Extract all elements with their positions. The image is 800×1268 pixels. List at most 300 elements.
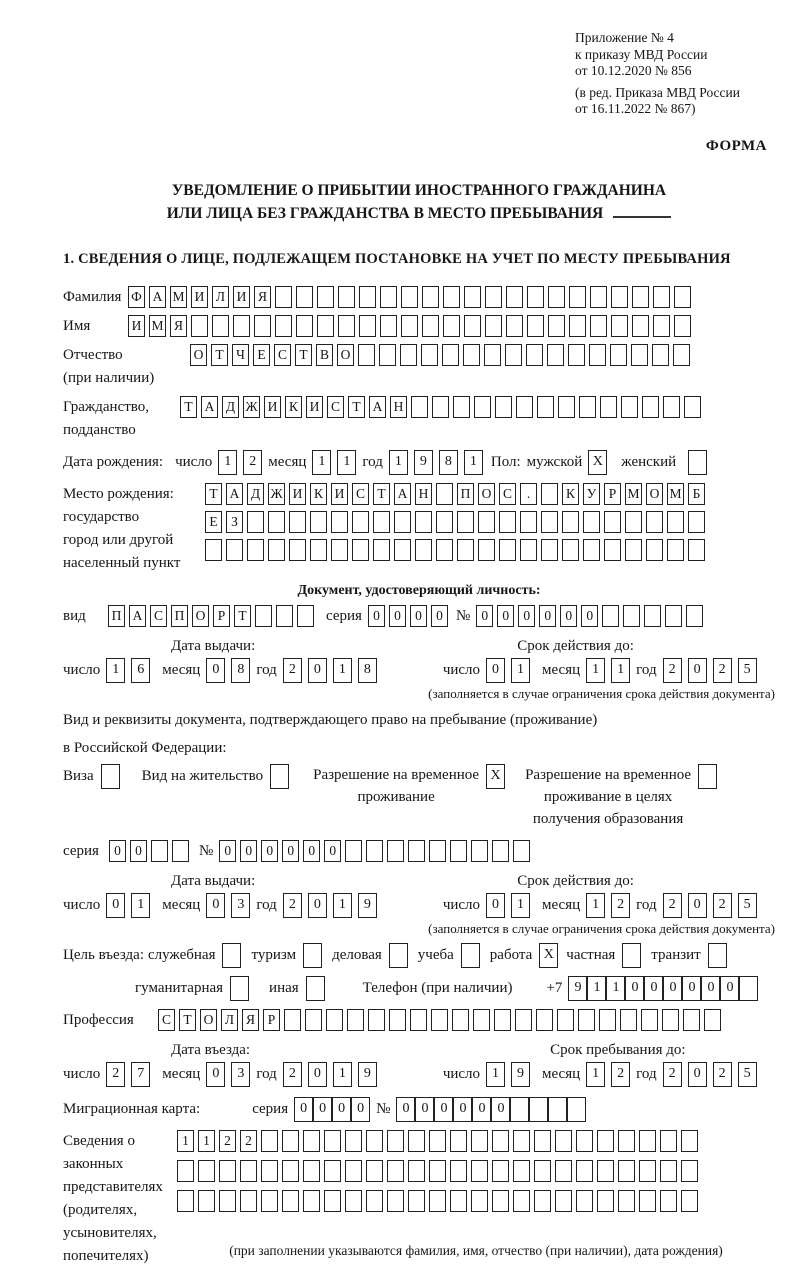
char-cell[interactable] — [453, 396, 470, 418]
char-cell[interactable] — [296, 286, 313, 308]
entry-day-input[interactable] — [106, 1062, 156, 1087]
char-cell[interactable]: 0 — [644, 976, 663, 1001]
char-cell[interactable] — [590, 286, 607, 308]
visa-checkbox[interactable] — [101, 764, 120, 789]
char-cell[interactable] — [422, 286, 439, 308]
char-cell[interactable]: 0 — [396, 1097, 415, 1122]
char-cell[interactable] — [205, 539, 222, 561]
char-cell[interactable] — [394, 511, 411, 533]
char-cell[interactable]: 9 — [358, 893, 377, 918]
char-cell[interactable]: . — [520, 483, 537, 505]
char-cell[interactable] — [515, 1009, 532, 1031]
char-cell[interactable] — [379, 344, 396, 366]
char-cell[interactable] — [684, 396, 701, 418]
purpose-tourism-checkbox[interactable] — [303, 943, 322, 968]
char-cell[interactable] — [222, 943, 241, 968]
char-cell[interactable] — [247, 539, 264, 561]
issue-day-input[interactable] — [106, 658, 156, 683]
char-cell[interactable]: О — [478, 483, 495, 505]
char-cell[interactable]: Л — [212, 286, 229, 308]
expiry-month-input[interactable] — [586, 658, 636, 683]
char-cell[interactable] — [681, 1190, 698, 1212]
char-cell[interactable] — [621, 396, 638, 418]
char-cell[interactable] — [506, 286, 523, 308]
char-cell[interactable] — [576, 1190, 593, 1212]
char-cell[interactable]: 9 — [358, 1062, 377, 1087]
char-cell[interactable] — [303, 1190, 320, 1212]
char-cell[interactable] — [623, 605, 640, 627]
char-cell[interactable]: О — [192, 605, 209, 627]
char-cell[interactable]: 9 — [568, 976, 587, 1001]
char-cell[interactable] — [562, 539, 579, 561]
char-cell[interactable] — [411, 396, 428, 418]
char-cell[interactable]: И — [233, 286, 250, 308]
char-cell[interactable] — [583, 539, 600, 561]
char-cell[interactable] — [410, 1009, 427, 1031]
char-cell[interactable]: 1 — [511, 893, 530, 918]
char-cell[interactable]: 2 — [663, 658, 682, 683]
char-cell[interactable]: А — [369, 396, 386, 418]
char-cell[interactable] — [484, 344, 501, 366]
char-cell[interactable]: К — [310, 483, 327, 505]
char-cell[interactable]: 1 — [511, 658, 530, 683]
char-cell[interactable] — [270, 764, 289, 789]
char-cell[interactable]: У — [583, 483, 600, 505]
char-cell[interactable] — [401, 286, 418, 308]
char-cell[interactable]: 2 — [713, 893, 732, 918]
char-cell[interactable]: 5 — [738, 893, 757, 918]
char-cell[interactable] — [324, 1190, 341, 1212]
char-cell[interactable] — [618, 1190, 635, 1212]
char-cell[interactable] — [597, 1190, 614, 1212]
char-cell[interactable]: 7 — [131, 1062, 150, 1087]
char-cell[interactable] — [471, 840, 488, 862]
char-cell[interactable] — [303, 943, 322, 968]
phone-input[interactable] — [568, 976, 758, 1001]
char-cell[interactable]: 8 — [231, 658, 250, 683]
char-cell[interactable]: 0 — [497, 605, 514, 627]
char-cell[interactable] — [464, 315, 481, 337]
char-cell[interactable]: 0 — [688, 1062, 707, 1087]
char-cell[interactable] — [387, 840, 404, 862]
char-cell[interactable] — [303, 1130, 320, 1152]
char-cell[interactable] — [422, 315, 439, 337]
char-cell[interactable] — [317, 286, 334, 308]
char-cell[interactable] — [450, 840, 467, 862]
char-cell[interactable] — [177, 1190, 194, 1212]
char-cell[interactable]: 0 — [389, 605, 406, 627]
char-cell[interactable] — [644, 605, 661, 627]
char-cell[interactable]: 0 — [282, 840, 299, 862]
char-cell[interactable] — [534, 1190, 551, 1212]
char-cell[interactable] — [667, 539, 684, 561]
char-cell[interactable] — [622, 943, 641, 968]
char-cell[interactable] — [338, 315, 355, 337]
char-cell[interactable] — [674, 315, 691, 337]
purpose-work-checkbox[interactable] — [539, 943, 558, 968]
char-cell[interactable]: Н — [390, 396, 407, 418]
char-cell[interactable]: 1 — [464, 450, 483, 475]
char-cell[interactable]: 3 — [231, 1062, 250, 1087]
char-cell[interactable] — [704, 1009, 721, 1031]
char-cell[interactable] — [305, 1009, 322, 1031]
residence-number-input[interactable] — [219, 840, 534, 862]
char-cell[interactable]: С — [352, 483, 369, 505]
char-cell[interactable] — [198, 1190, 215, 1212]
char-cell[interactable] — [641, 1009, 658, 1031]
patronymic-input[interactable] — [190, 344, 694, 366]
char-cell[interactable]: 1 — [131, 893, 150, 918]
char-cell[interactable] — [576, 1130, 593, 1152]
residence-issue-day-input[interactable] — [106, 893, 156, 918]
char-cell[interactable] — [499, 511, 516, 533]
char-cell[interactable] — [401, 315, 418, 337]
char-cell[interactable] — [555, 1190, 572, 1212]
char-cell[interactable]: 0 — [701, 976, 720, 1001]
char-cell[interactable] — [578, 1009, 595, 1031]
char-cell[interactable]: 6 — [131, 658, 150, 683]
char-cell[interactable] — [240, 1190, 257, 1212]
char-cell[interactable]: 2 — [283, 658, 302, 683]
char-cell[interactable] — [408, 1130, 425, 1152]
residence-expiry-day-input[interactable] — [486, 893, 536, 918]
char-cell[interactable]: 1 — [606, 976, 625, 1001]
char-cell[interactable] — [548, 286, 565, 308]
char-cell[interactable]: А — [129, 605, 146, 627]
char-cell[interactable] — [389, 943, 408, 968]
char-cell[interactable] — [698, 764, 717, 789]
char-cell[interactable]: И — [289, 483, 306, 505]
char-cell[interactable] — [516, 396, 533, 418]
char-cell[interactable]: А — [201, 396, 218, 418]
char-cell[interactable] — [421, 344, 438, 366]
char-cell[interactable]: 5 — [738, 1062, 757, 1087]
char-cell[interactable]: 0 — [682, 976, 701, 1001]
char-cell[interactable]: 1 — [333, 893, 352, 918]
char-cell[interactable]: С — [274, 344, 291, 366]
char-cell[interactable] — [567, 1097, 586, 1122]
char-cell[interactable] — [494, 1009, 511, 1031]
char-cell[interactable] — [513, 840, 530, 862]
char-cell[interactable] — [513, 1130, 530, 1152]
char-cell[interactable]: 0 — [308, 658, 327, 683]
char-cell[interactable] — [688, 539, 705, 561]
char-cell[interactable] — [387, 1190, 404, 1212]
char-cell[interactable] — [247, 511, 264, 533]
char-cell[interactable] — [282, 1190, 299, 1212]
char-cell[interactable]: С — [158, 1009, 175, 1031]
char-cell[interactable]: Т — [373, 483, 390, 505]
birth-place-line1[interactable] — [205, 483, 709, 505]
gender-male-checkbox[interactable] — [588, 450, 607, 475]
char-cell[interactable] — [432, 396, 449, 418]
char-cell[interactable]: 0 — [453, 1097, 472, 1122]
char-cell[interactable] — [597, 1130, 614, 1152]
purpose-other-checkbox[interactable] — [306, 976, 325, 1001]
char-cell[interactable] — [275, 315, 292, 337]
char-cell[interactable] — [688, 450, 707, 475]
char-cell[interactable]: X — [486, 764, 505, 789]
expiry-year-input[interactable] — [663, 658, 763, 683]
char-cell[interactable] — [366, 1130, 383, 1152]
char-cell[interactable]: 0 — [368, 605, 385, 627]
char-cell[interactable] — [436, 539, 453, 561]
entry-month-input[interactable] — [206, 1062, 256, 1087]
char-cell[interactable]: 9 — [414, 450, 433, 475]
char-cell[interactable] — [212, 315, 229, 337]
char-cell[interactable]: 2 — [611, 893, 630, 918]
char-cell[interactable] — [683, 1009, 700, 1031]
char-cell[interactable]: 1 — [177, 1130, 194, 1152]
char-cell[interactable] — [450, 1130, 467, 1152]
char-cell[interactable] — [611, 315, 628, 337]
char-cell[interactable]: Я — [170, 315, 187, 337]
char-cell[interactable] — [562, 511, 579, 533]
char-cell[interactable] — [275, 286, 292, 308]
char-cell[interactable] — [495, 396, 512, 418]
char-cell[interactable] — [534, 1130, 551, 1152]
char-cell[interactable]: С — [327, 396, 344, 418]
char-cell[interactable] — [639, 1130, 656, 1152]
char-cell[interactable]: М — [625, 483, 642, 505]
issue-year-input[interactable] — [283, 658, 383, 683]
char-cell[interactable]: 0 — [106, 893, 125, 918]
char-cell[interactable] — [191, 315, 208, 337]
stay-year-input[interactable] — [663, 1062, 763, 1087]
char-cell[interactable] — [408, 840, 425, 862]
char-cell[interactable] — [492, 1130, 509, 1152]
char-cell[interactable] — [652, 344, 669, 366]
char-cell[interactable] — [583, 511, 600, 533]
purpose-private-checkbox[interactable] — [622, 943, 641, 968]
char-cell[interactable]: 5 — [738, 658, 757, 683]
char-cell[interactable] — [653, 286, 670, 308]
char-cell[interactable]: 0 — [130, 840, 147, 862]
char-cell[interactable]: Н — [415, 483, 432, 505]
char-cell[interactable]: 0 — [688, 658, 707, 683]
char-cell[interactable] — [674, 286, 691, 308]
purpose-study-checkbox[interactable] — [461, 943, 480, 968]
char-cell[interactable] — [261, 1130, 278, 1152]
char-cell[interactable]: 2 — [663, 1062, 682, 1087]
char-cell[interactable]: 0 — [415, 1097, 434, 1122]
char-cell[interactable] — [457, 539, 474, 561]
char-cell[interactable] — [473, 1009, 490, 1031]
char-cell[interactable]: 1 — [106, 658, 125, 683]
migration-number-input[interactable] — [396, 1097, 586, 1122]
char-cell[interactable]: 0 — [206, 658, 225, 683]
char-cell[interactable]: 1 — [198, 1130, 215, 1152]
char-cell[interactable] — [665, 605, 682, 627]
char-cell[interactable]: 0 — [308, 1062, 327, 1087]
char-cell[interactable] — [478, 511, 495, 533]
char-cell[interactable] — [255, 605, 272, 627]
char-cell[interactable]: Т — [205, 483, 222, 505]
char-cell[interactable] — [347, 1009, 364, 1031]
char-cell[interactable] — [590, 315, 607, 337]
char-cell[interactable]: 0 — [560, 605, 577, 627]
profession-input[interactable] — [158, 1009, 725, 1031]
char-cell[interactable]: 0 — [476, 605, 493, 627]
expiry-day-input[interactable] — [486, 658, 536, 683]
char-cell[interactable]: К — [285, 396, 302, 418]
char-cell[interactable]: О — [646, 483, 663, 505]
char-cell[interactable] — [478, 539, 495, 561]
char-cell[interactable]: П — [171, 605, 188, 627]
char-cell[interactable] — [289, 511, 306, 533]
char-cell[interactable] — [101, 764, 120, 789]
char-cell[interactable]: Р — [263, 1009, 280, 1031]
char-cell[interactable]: И — [191, 286, 208, 308]
char-cell[interactable]: 0 — [720, 976, 739, 1001]
char-cell[interactable]: 2 — [283, 893, 302, 918]
char-cell[interactable] — [296, 315, 313, 337]
char-cell[interactable] — [368, 1009, 385, 1031]
char-cell[interactable] — [527, 315, 544, 337]
char-cell[interactable]: 0 — [434, 1097, 453, 1122]
char-cell[interactable] — [345, 1130, 362, 1152]
char-cell[interactable] — [471, 1190, 488, 1212]
stay-day-input[interactable] — [486, 1062, 536, 1087]
char-cell[interactable] — [463, 344, 480, 366]
char-cell[interactable] — [492, 1190, 509, 1212]
doc-kind-input[interactable] — [108, 605, 318, 627]
char-cell[interactable] — [708, 943, 727, 968]
char-cell[interactable] — [389, 1009, 406, 1031]
char-cell[interactable] — [569, 315, 586, 337]
char-cell[interactable]: А — [226, 483, 243, 505]
char-cell[interactable]: X — [539, 943, 558, 968]
char-cell[interactable]: 1 — [586, 658, 605, 683]
char-cell[interactable] — [632, 315, 649, 337]
char-cell[interactable]: О — [190, 344, 207, 366]
char-cell[interactable] — [310, 511, 327, 533]
char-cell[interactable] — [380, 286, 397, 308]
char-cell[interactable]: 1 — [587, 976, 606, 1001]
char-cell[interactable] — [431, 1009, 448, 1031]
char-cell[interactable] — [600, 396, 617, 418]
char-cell[interactable] — [254, 315, 271, 337]
char-cell[interactable] — [268, 511, 285, 533]
char-cell[interactable] — [345, 840, 362, 862]
char-cell[interactable] — [642, 396, 659, 418]
char-cell[interactable] — [226, 539, 243, 561]
char-cell[interactable] — [471, 1130, 488, 1152]
char-cell[interactable] — [317, 315, 334, 337]
char-cell[interactable]: 0 — [294, 1097, 313, 1122]
char-cell[interactable]: А — [394, 483, 411, 505]
char-cell[interactable] — [506, 315, 523, 337]
char-cell[interactable]: С — [150, 605, 167, 627]
char-cell[interactable] — [589, 344, 606, 366]
char-cell[interactable]: Д — [247, 483, 264, 505]
char-cell[interactable] — [492, 840, 509, 862]
char-cell[interactable] — [579, 396, 596, 418]
char-cell[interactable] — [261, 1190, 278, 1212]
char-cell[interactable]: Р — [604, 483, 621, 505]
char-cell[interactable]: 1 — [333, 658, 352, 683]
birth-day-input[interactable] — [218, 450, 268, 475]
char-cell[interactable] — [625, 539, 642, 561]
purpose-commercial-checkbox[interactable] — [389, 943, 408, 968]
char-cell[interactable]: Б — [688, 483, 705, 505]
char-cell[interactable] — [620, 1009, 637, 1031]
stay-month-input[interactable] — [586, 1062, 636, 1087]
char-cell[interactable] — [172, 840, 189, 862]
char-cell[interactable] — [310, 539, 327, 561]
char-cell[interactable]: Т — [179, 1009, 196, 1031]
char-cell[interactable]: 0 — [663, 976, 682, 1001]
issue-month-input[interactable] — [206, 658, 256, 683]
char-cell[interactable]: И — [306, 396, 323, 418]
char-cell[interactable]: 0 — [491, 1097, 510, 1122]
representatives-line3[interactable] — [177, 1190, 702, 1212]
char-cell[interactable] — [646, 511, 663, 533]
char-cell[interactable] — [599, 1009, 616, 1031]
char-cell[interactable] — [537, 396, 554, 418]
char-cell[interactable]: 0 — [351, 1097, 370, 1122]
char-cell[interactable]: Ж — [268, 483, 285, 505]
char-cell[interactable]: 0 — [518, 605, 535, 627]
residence-issue-year-input[interactable] — [283, 893, 383, 918]
char-cell[interactable]: 8 — [358, 658, 377, 683]
char-cell[interactable] — [345, 1190, 362, 1212]
char-cell[interactable] — [338, 286, 355, 308]
char-cell[interactable] — [461, 943, 480, 968]
char-cell[interactable]: Р — [213, 605, 230, 627]
char-cell[interactable] — [429, 1190, 446, 1212]
char-cell[interactable]: 2 — [663, 893, 682, 918]
char-cell[interactable]: О — [337, 344, 354, 366]
char-cell[interactable] — [373, 539, 390, 561]
char-cell[interactable]: Е — [253, 344, 270, 366]
char-cell[interactable]: Т — [348, 396, 365, 418]
purpose-transit-checkbox[interactable] — [708, 943, 727, 968]
char-cell[interactable] — [268, 539, 285, 561]
char-cell[interactable] — [282, 1130, 299, 1152]
char-cell[interactable]: 1 — [611, 658, 630, 683]
char-cell[interactable] — [358, 344, 375, 366]
char-cell[interactable]: 0 — [261, 840, 278, 862]
char-cell[interactable] — [536, 1009, 553, 1031]
migration-series-input[interactable] — [294, 1097, 370, 1122]
char-cell[interactable] — [443, 286, 460, 308]
char-cell[interactable]: 1 — [218, 450, 237, 475]
char-cell[interactable] — [408, 1190, 425, 1212]
char-cell[interactable] — [604, 511, 621, 533]
char-cell[interactable] — [429, 840, 446, 862]
char-cell[interactable]: К — [562, 483, 579, 505]
char-cell[interactable]: М — [149, 315, 166, 337]
char-cell[interactable] — [520, 511, 537, 533]
char-cell[interactable]: 0 — [109, 840, 126, 862]
birth-place-line2[interactable] — [205, 511, 709, 533]
char-cell[interactable] — [352, 539, 369, 561]
char-cell[interactable] — [443, 315, 460, 337]
char-cell[interactable]: 3 — [231, 893, 250, 918]
char-cell[interactable]: 2 — [240, 1130, 257, 1152]
char-cell[interactable] — [359, 315, 376, 337]
char-cell[interactable]: Ф — [128, 286, 145, 308]
purpose-business-checkbox[interactable] — [222, 943, 241, 968]
char-cell[interactable]: Т — [211, 344, 228, 366]
char-cell[interactable] — [485, 315, 502, 337]
char-cell[interactable]: С — [499, 483, 516, 505]
char-cell[interactable] — [359, 286, 376, 308]
char-cell[interactable]: 0 — [219, 840, 236, 862]
char-cell[interactable] — [331, 539, 348, 561]
char-cell[interactable]: 0 — [688, 893, 707, 918]
